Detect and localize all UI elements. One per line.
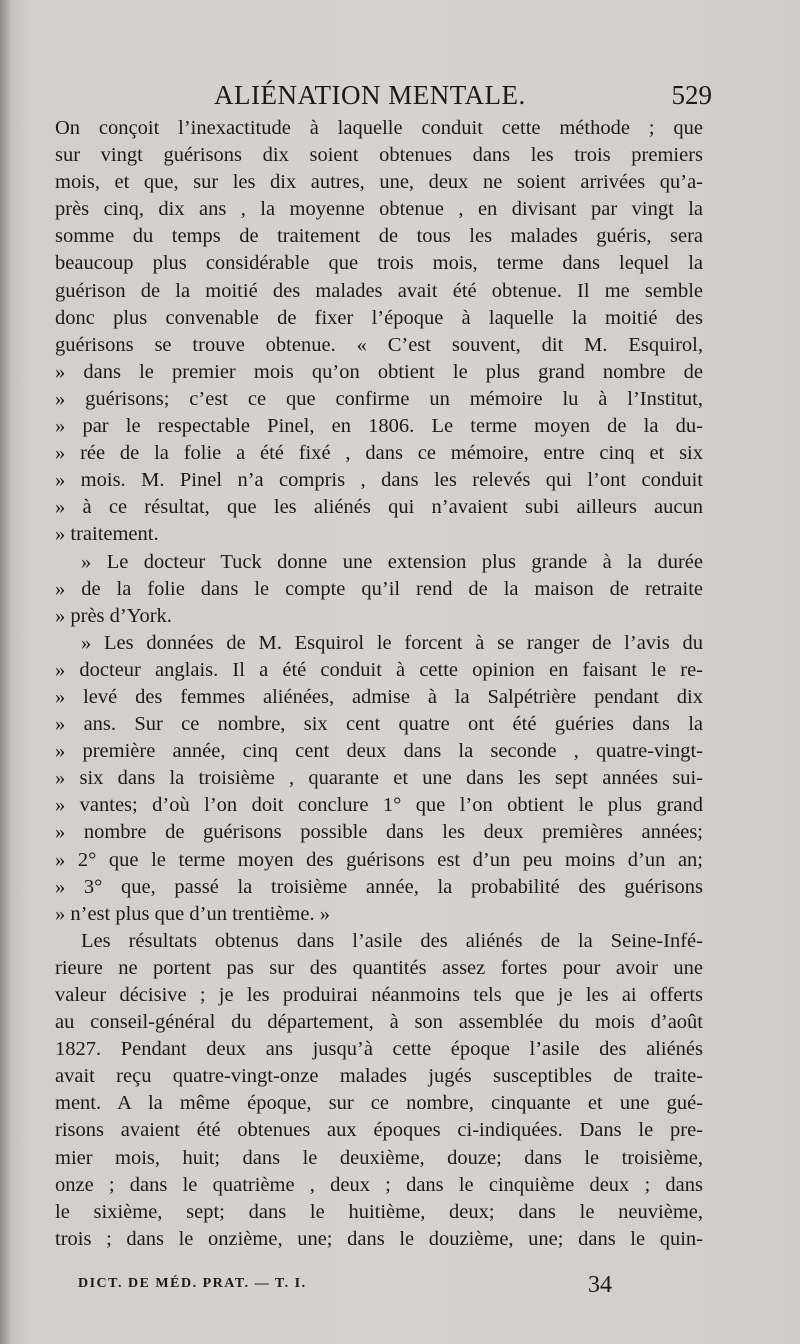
- text-line: » à ce résultat, que les aliénés qui n’avaient subi ailleurs aucun: [55, 496, 703, 519]
- text-line: avait reçu quatre-vingt-onze malades jugés susceptibles de traite-: [55, 1065, 703, 1088]
- text-line: » ans. Sur ce nombre, six cent quatre ont été guéries dans la: [55, 713, 703, 736]
- text-line: guérison de la moitié des malades avait été obtenue. Il me semble: [55, 279, 703, 302]
- text-line: » près d’York.: [55, 604, 172, 627]
- text-line: On conçoit l’inexactitude à laquelle conduit cette méthode ; que: [55, 117, 703, 139]
- text-line: 1827. Pendant deux ans jusqu’à cette époque l’asile des aliénés: [55, 1038, 703, 1061]
- text-line: guérisons se trouve obtenue. « C’est souvent, dit M. Esquirol,: [55, 333, 703, 356]
- page-footer: [78, 1272, 618, 1302]
- text-line: » 3° que, passé la troisième année, la probabilité des guérisons: [55, 875, 703, 898]
- text-line: somme du temps de traitement de tous les malades guéris, sera: [55, 225, 703, 248]
- text-line: rieure ne portent pas sur des quantités assez fortes pour avoir une: [55, 956, 703, 979]
- text-line: » docteur anglais. Il a été conduit à cette opinion en faisant le re-: [55, 658, 703, 681]
- binding-shadow: [0, 0, 10, 1344]
- text-line: » de la folie dans le compte qu’il rend de la maison de retraite: [55, 577, 703, 600]
- signature-line: DICT. DE MÉD. PRAT. — T. I.: [78, 1276, 307, 1291]
- text-line: près cinq, dix ans , la moyenne obtenue , en divisant par vingt la: [55, 198, 703, 221]
- page-number: 529: [671, 80, 712, 110]
- text-line: ment. A la même époque, sur ce nombre, cinquante et une gué-: [55, 1092, 703, 1115]
- text-line: » Les données de M. Esquirol le forcent à se ranger de l’avis du: [81, 631, 703, 654]
- text-line: risons avaient été obtenues aux époques ci-indiquées. Dans le pre-: [55, 1119, 703, 1142]
- text-line: beaucoup plus considérable que trois mois, terme dans lequel la: [55, 252, 703, 275]
- text-line: » vantes; d’où l’on doit conclure 1° que l’on obtient le plus grand: [55, 794, 703, 817]
- text-line: onze ; dans le quatrième , deux ; dans le cinquième deux ; dans: [55, 1173, 703, 1196]
- text-line: sur vingt guérisons dix soient obtenues dans les trois premiers: [55, 144, 703, 167]
- text-line: donc plus convenable de fixer l’époque à laquelle la moitié des: [55, 306, 703, 329]
- text-line: mois, et que, sur les dix autres, une, deux ne soient arrivées qu’a-: [55, 171, 703, 194]
- text-line: » six dans la troisième , quarante et une dans les sept années sui-: [55, 767, 703, 790]
- text-line: trois ; dans le onzième, une; dans le douzième, une; dans le quin-: [55, 1227, 703, 1250]
- text-line: » Le docteur Tuck donne une extension plus grande à la durée: [81, 550, 703, 573]
- text-line: » première année, cinq cent deux dans la seconde , quatre-vingt-: [55, 740, 703, 763]
- text-line: le sixième, sept; dans le huitième, deux; dans le neuvième,: [55, 1200, 703, 1223]
- text-line: » levé des femmes aliénées, admise à la Salpétrière pendant dix: [55, 685, 703, 708]
- text-line: » guérisons; c’est ce que confirme un mémoire lu à l’Institut,: [55, 387, 703, 410]
- text-line: Les résultats obtenus dans l’asile des aliénés de la Seine-Infé-: [81, 929, 703, 952]
- text-line: » traitement.: [55, 523, 159, 546]
- text-line: » dans le premier mois qu’on obtient le plus grand nombre de: [55, 360, 703, 383]
- body-text: [55, 115, 703, 1253]
- text-line: mier mois, huit; dans le deuxième, douze; dans le troisième,: [55, 1146, 703, 1169]
- text-line: » rée de la folie a été fixé , dans ce mémoire, entre cinq et six: [55, 442, 703, 465]
- text-line: » par le respectable Pinel, en 1806. Le terme moyen de la du-: [55, 415, 703, 438]
- text-line: » n’est plus que d’un trentième. »: [55, 902, 330, 925]
- running-head: [214, 80, 710, 116]
- text-line: valeur décisive ; je les produirai néanmoins tels que je les ai offerts: [55, 984, 703, 1006]
- text-line: » 2° que le terme moyen des guérisons est d’un peu moins d’un an;: [55, 848, 703, 871]
- text-line: » mois. M. Pinel n’a compris , dans les relevés qui l’ont conduit: [55, 469, 703, 492]
- text-line: au conseil-général du département, à son assemblée du mois d’août: [55, 1011, 703, 1034]
- signature-number: 34: [588, 1272, 612, 1298]
- running-title: ALIÉNATION MENTALE.: [214, 80, 526, 110]
- text-line: » nombre de guérisons possible dans les deux premières années;: [55, 821, 703, 844]
